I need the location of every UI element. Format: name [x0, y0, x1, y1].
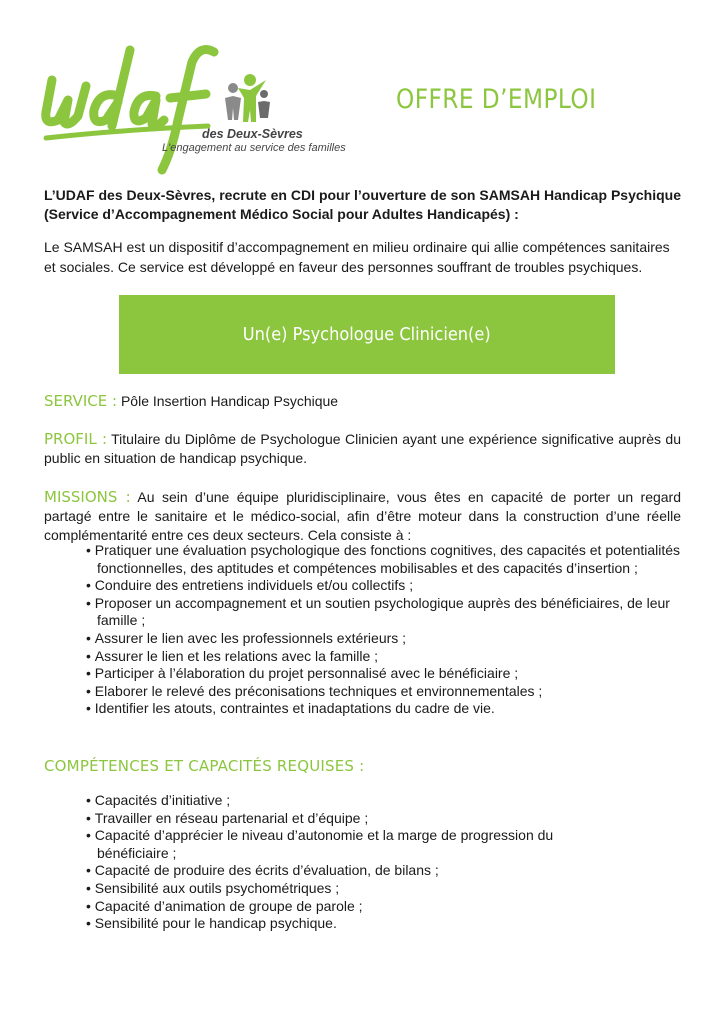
missions-section — [44, 488, 681, 545]
intro-paragraph: Le SAMSAH est un dispositif d’accompagnement en milieu ordinaire qui allie compétences sanitaires et sociales. Ce service est développé en faveur des personnes souffrant de troubles psychiques. — [44, 239, 670, 275]
job-title: Un(e) Psychologue Clinicien(e) — [243, 324, 491, 345]
list-item: • Identifier les atouts, contraintes et inadaptations du cadre de vie. — [86, 700, 686, 718]
list-item: • Assurer le lien et les relations avec la famille ; — [86, 648, 686, 666]
competences-heading: COMPÉTENCES ET CAPACITÉS REQUISES : — [44, 757, 365, 775]
list-item: • Sensibilité aux outils psychométriques ; — [86, 880, 586, 898]
profil-text: Titulaire du Diplôme de Psychologue Clinicien ayant une expérience significative auprès du public en situation de handicap psychique. — [44, 431, 681, 466]
service-text: Pôle Insertion Handicap Psychique — [120, 393, 339, 409]
profil-label: PROFIL : — [44, 430, 107, 448]
competences-list — [86, 792, 586, 933]
missions-text: Au sein d’une équipe pluridisciplinaire, vous êtes en capacité de porter un regard partagé entre le sanitaire et le médico-social, afin d’être moteur dans la construction d’une réelle complémentarité entre ces deux secteurs. Cela consiste à : — [44, 489, 681, 543]
logo-subtitle: des Deux-Sèvres — [202, 127, 303, 141]
list-item: • Conduire des entretiens individuels et/ou collectifs ; — [86, 577, 686, 595]
intro-bold-paragraph: L’UDAF des Deux-Sèvres, recrute en CDI pour l’ouverture de son SAMSAH Handicap Psychique (Service d’Accompagnement Médico Social pour Adultes Handicapés) : — [44, 187, 681, 222]
missions-list — [86, 542, 686, 718]
list-item: • Pratiquer une évaluation psychologique des fonctions cognitives, des capacités et potentialités fonctionnelles, des aptitudes et compétences mobilisables et des capacités d’insertion ; — [86, 542, 686, 577]
service-label: SERVICE : — [44, 392, 118, 410]
list-item: • Assurer le lien avec les professionnels extérieurs ; — [86, 630, 686, 648]
list-item: • Participer à l’élaboration du projet personnalisé avec le bénéficiaire ; — [86, 665, 686, 683]
list-item: • Capacités d’initiative ; — [86, 792, 586, 810]
list-item: • Capacité de produire des écrits d’évaluation, de bilans ; — [86, 862, 586, 880]
list-item: • Capacité d’apprécier le niveau d’autonomie et la marge de progression du bénéficiaire ; — [86, 827, 586, 862]
missions-label: MISSIONS : — [44, 488, 131, 506]
list-item: • Capacité d’animation de groupe de parole ; — [86, 898, 586, 916]
list-item: • Proposer un accompagnement et un soutien psychologique auprès des bénéficiaires, de leur famille ; — [86, 595, 686, 630]
list-item: • Sensibilité pour le handicap psychique. — [86, 915, 586, 933]
job-title-banner — [119, 295, 615, 374]
list-item: • Elaborer le relevé des préconisations techniques et environnementales ; — [86, 683, 686, 701]
document-title: OFFRE D’EMPLOI — [396, 84, 597, 115]
list-item: • Travailler en réseau partenarial et d’équipe ; — [86, 810, 586, 828]
logo-tagline: L'engagement au service des familles — [162, 142, 346, 154]
service-section — [44, 392, 681, 411]
profil-section — [44, 430, 681, 468]
udaf-logo-mark — [38, 40, 338, 180]
family-icon — [225, 74, 270, 122]
